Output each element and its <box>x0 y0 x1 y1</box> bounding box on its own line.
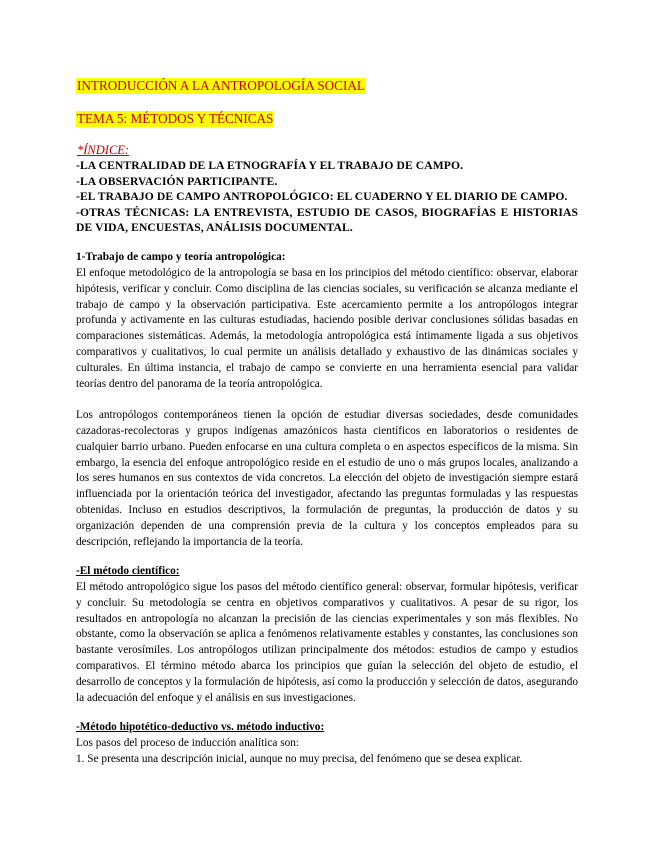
section-1-paragraph-1: El enfoque metodológico de la antropología se basa en los principios del método científico: observar, elaborar hipótesis, verificar y concluir. Como disciplina de las ciencias sociales, su verificación se alcanza mediante el trabajo de campo y la observación participativa. Este acercamiento permite a los antropólogos integrar profunda y activamente en las culturas estudiadas, haciendo posible derivar conclusiones sólidas basadas en comparaciones sistemáticas. Además, la metodología antropológica está íntimamente ligada a sus objetivos comparativos y cualitativos, lo cual permite un análisis detallado y exhaustivo de las dinámicas sociales y culturales. En última instancia, el trabajo de campo se convierte en una herramienta esencial para validar teorías dentro del panorama de la teoría antropológica. <box>76 266 578 390</box>
section-1-paragraph-2: Los antropólogos contemporáneos tienen la opción de estudiar diversas sociedades, desde comunidades cazadoras-recolectoras y grupos indígenas amazónicos hasta científicos en laboratorios o residentes de cualquier barrio urbano. Pueden enfocarse en una cultura completa o en aspectos específicos de la misma. Sin embargo, la esencia del enfoque antropológico reside en el estudio de uno o más grupos locales, analizando a los seres humanos en sus contextos de vida concretos. La elección del objeto de investigación siempre estará influenciada por la orientación teórica del investigador, afectando las preguntas formuladas y las respuestas obtenidas. Incluso en estudios descriptivos, la formulación de preguntas, la producción de datos y su organización dependen de una comprensión previa de la cultura y los conceptos empleados para su descripción, reflejando la importancia de la teoría. <box>76 409 578 548</box>
section-1-heading: 1-Trabajo de campo y teoría antropológica: <box>76 251 286 263</box>
section-3-intro: Los pasos del proceso de inducción analítica son: <box>76 736 300 749</box>
section-3-step-1: 1. Se presenta una descripción inicial, aunque no muy precisa, del fenómeno que se desea explicar. <box>76 752 523 765</box>
section-2-heading: -El método científico: <box>76 565 180 577</box>
course-title: INTRODUCCIÓN A LA ANTROPOLOGÍA SOCIAL <box>77 78 365 93</box>
section-1 <box>76 250 578 393</box>
index-item: -EL TRABAJO DE CAMPO ANTROPOLÓGICO: EL CUADERNO Y EL DIARIO DE CAMPO. <box>76 190 568 204</box>
section-2 <box>76 564 578 707</box>
index-label: *ÍNDICE: <box>77 143 130 157</box>
section-3-heading: -Método hipotético-deductivo vs. método inductivo: <box>76 721 325 733</box>
topic-title: TEMA 5: MÉTODOS Y TÉCNICAS <box>77 111 274 126</box>
index-item: -LA CENTRALIDAD DE LA ETNOGRAFÍA Y EL TRABAJO DE CAMPO. <box>76 159 464 172</box>
section-1-continued <box>76 408 578 551</box>
index-list <box>76 158 578 236</box>
index-item: -OTRAS TÉCNICAS: LA ENTREVISTA, ESTUDIO DE CASOS, BIOGRAFÍAS E HISTORIAS DE VIDA, ENCUESTAS, ANÁLISIS DOCUMENTAL. <box>76 205 578 235</box>
section-2-paragraph: El método antropológico sigue los pasos del método científico general: observar, formular hipótesis, verificar y concluir. Su metodología se centra en objetivos comparativos y cualitativos. A pesar de su rigor, los resultados en antropología no alcanzan la precisión de las ciencias experimentales y son más flexibles. No obstante, como la observación se aplica a fenómenos relativamente estables y constantes, las conclusiones son bastante verosímiles. Los antropólogos utilizan principalmente dos métodos: estudios de campo y estudios comparativos. El término método abarca los principios que guían la selección del objeto de estudio, el desarrollo de conceptos y la formulación de hipótesis, así como la producción y selección de datos, asegurando la adecuación del enfoque y el análisis en sus investigaciones. <box>76 580 578 704</box>
section-3 <box>76 720 578 768</box>
index-item: -LA OBSERVACIÓN PARTICIPANTE. <box>76 174 278 188</box>
